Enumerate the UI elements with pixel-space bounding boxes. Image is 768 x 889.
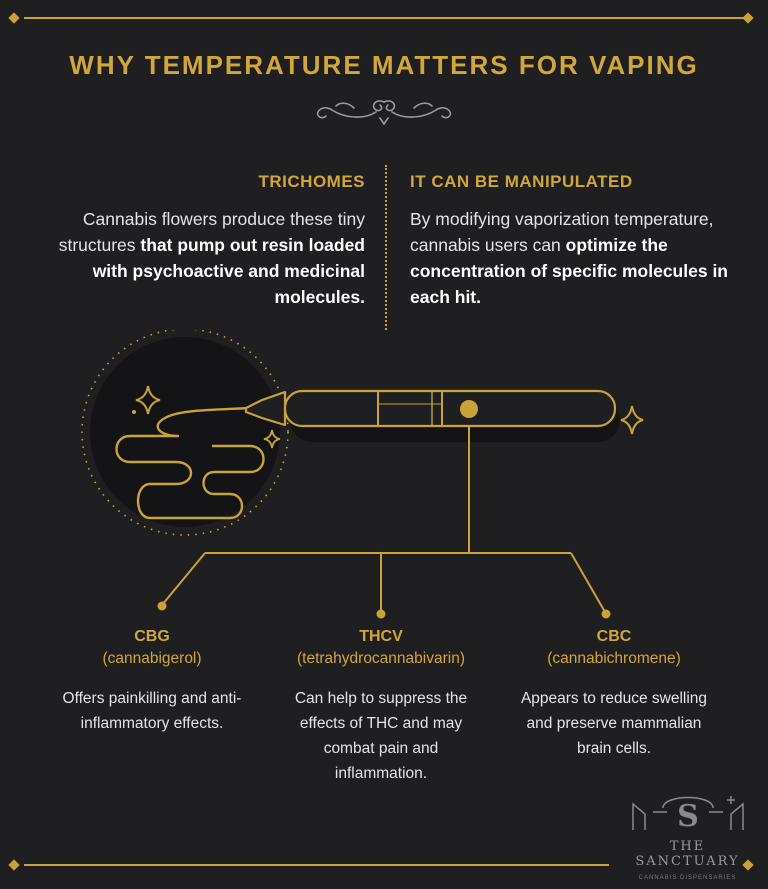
vape-pen-body <box>285 391 615 426</box>
sparkle-icon-right <box>621 406 643 434</box>
molecule-description: Appears to reduce swelling and preserve mammalian brain cells. <box>520 690 708 757</box>
molecule-thcv <box>266 628 496 786</box>
bottom-border-line <box>24 864 609 866</box>
trichomes-heading: TRICHOMES <box>258 172 365 191</box>
thcv-node <box>377 610 386 619</box>
trichomes-text-plain: Cannabis flowers produce these tiny structures <box>58 209 365 255</box>
page-title: WHY TEMPERATURE MATTERS FOR VAPING <box>69 50 699 80</box>
sanctuary-monogram-icon <box>623 790 753 832</box>
molecule-cbg <box>37 628 267 736</box>
manipulated-text <box>410 206 740 310</box>
manipulated-text-bold: optimize the concentration of specific molecules in each hit. <box>410 235 728 307</box>
trichomes-section <box>40 172 365 310</box>
vapor-circle <box>90 337 280 527</box>
cbc-node <box>602 610 611 619</box>
molecule-abbr: CBC <box>596 628 632 645</box>
molecule-abbr: CBG <box>134 628 170 645</box>
trichomes-text <box>40 206 365 310</box>
manipulated-heading: IT CAN BE MANIPULATED <box>410 172 633 191</box>
molecule-description: Can help to suppress the effects of THC and may combat pain and inflammation. <box>294 690 468 782</box>
molecule-full-name: (cannabigerol) <box>102 650 202 667</box>
ornament-flourish-icon <box>314 96 454 126</box>
sanctuary-logo <box>615 790 760 881</box>
top-right-diamond <box>742 12 753 23</box>
trichomes-text-bold: that pump out resin loaded with psychoactive and medicinal molecules. <box>92 235 365 307</box>
sparkle-dot <box>132 410 136 414</box>
molecule-description: Offers painkilling and anti-inflammatory effects. <box>62 690 242 732</box>
logo-name: THE SANCTUARY <box>635 839 740 869</box>
vape-pen-diagram <box>0 330 768 620</box>
manipulated-text-plain: By modifying vaporization temperature, cannabis users can <box>410 209 714 255</box>
bottom-left-diamond <box>8 859 19 870</box>
logo-monogram-letter: S <box>676 799 699 832</box>
manipulated-section <box>410 172 740 310</box>
top-left-diamond <box>8 12 19 23</box>
molecule-full-name: (cannabichromene) <box>547 650 681 667</box>
center-divider <box>385 165 387 330</box>
vape-pen-button <box>460 400 478 418</box>
top-border-line <box>24 17 744 19</box>
molecule-abbr: THCV <box>359 628 403 645</box>
cbg-node <box>158 602 167 611</box>
logo-tagline: CANNABIS DISPENSARIES <box>638 875 737 881</box>
molecule-full-name: (tetrahydrocannabivarin) <box>296 650 465 667</box>
molecule-cbc <box>499 628 729 761</box>
